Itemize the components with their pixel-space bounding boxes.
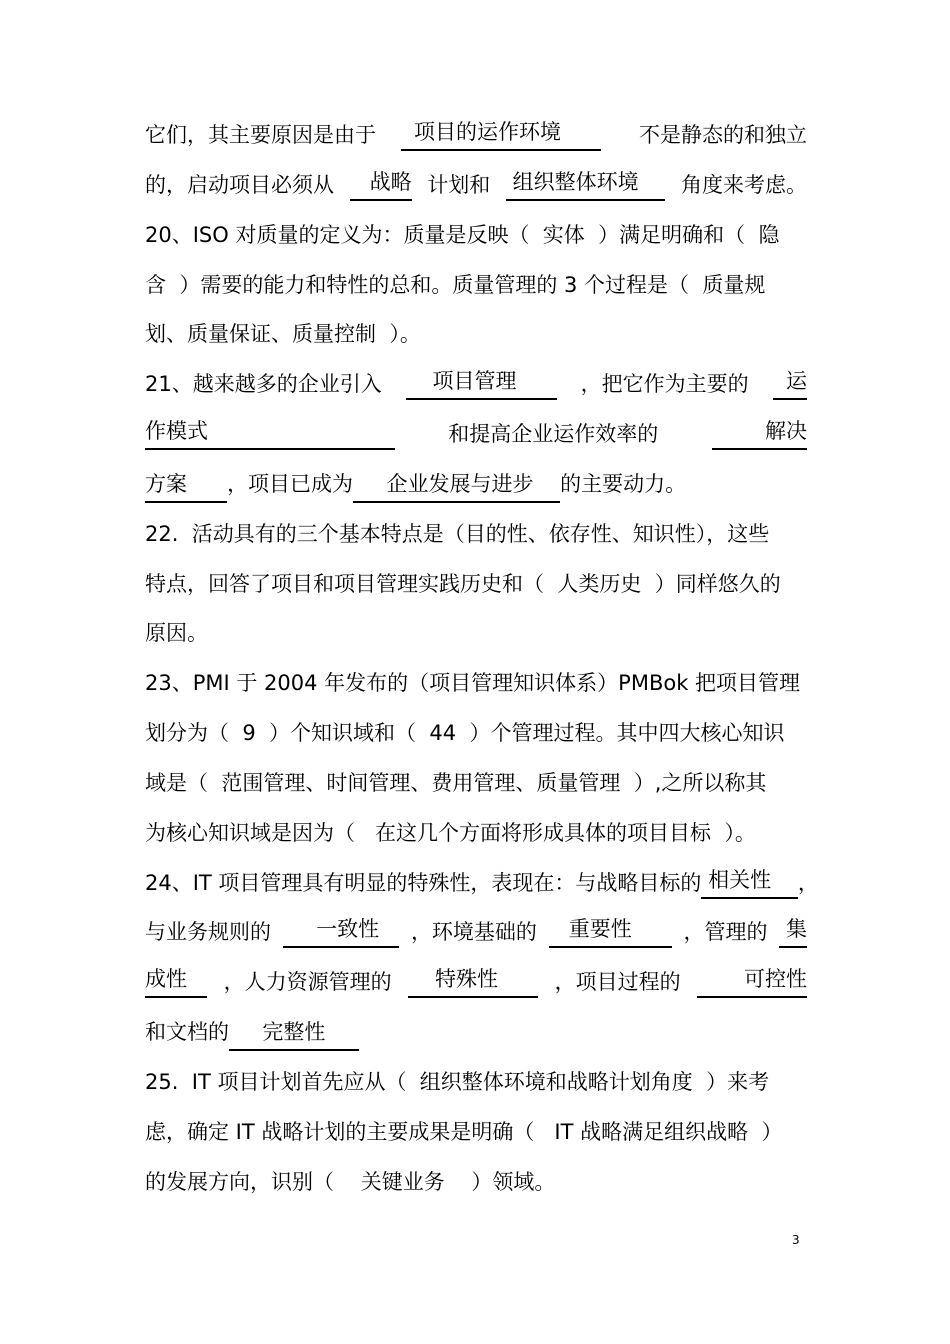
text-line xyxy=(145,912,807,952)
underlined-answer: 项目的运作环境 xyxy=(401,115,601,151)
text-segment: 与业务规则的 xyxy=(145,920,271,944)
text-line xyxy=(145,763,807,803)
underlined-answer: 可控性 xyxy=(697,962,807,998)
text-segment: ，项目已成为 xyxy=(227,472,354,496)
text-segment: 虑，确定 IT 战略计划的主要成果是明确（ IT 战略满足组织战略 ） xyxy=(145,1120,783,1144)
text-segment: 不是静态的和独立 xyxy=(625,123,807,147)
text-line xyxy=(145,613,807,653)
text-line xyxy=(145,663,807,703)
text-line xyxy=(145,1012,807,1052)
underlined-answer: 特殊性 xyxy=(408,962,538,998)
text-segment: ， xyxy=(797,871,819,895)
text-segment: 20、ISO 对质量的定义为：质量是反映（ 实体 ）满足明确和（ 隐 xyxy=(145,223,780,247)
text-line xyxy=(145,464,807,504)
text-segment: 的主要动力。 xyxy=(560,472,687,496)
text-line xyxy=(145,514,807,554)
text-segment: ，环境基础的 xyxy=(410,920,537,944)
underlined-answer: 方案 xyxy=(145,467,227,503)
text-segment: ，把它作为主要的 xyxy=(580,372,749,396)
text-segment: 的发展方向，识别（ 关键业务 ）领域。 xyxy=(145,1170,556,1194)
text-line xyxy=(145,115,807,155)
text-segment: 21、越来越多的企业引入 xyxy=(145,372,382,396)
text-line xyxy=(145,863,819,903)
text-segment: 原因。 xyxy=(145,621,208,645)
underlined-answer: 战略 xyxy=(350,165,412,201)
text-segment: 特点，回答了项目和项目管理实践历史和（ 人类历史 ）同样悠久的 xyxy=(145,572,781,596)
page-number: 3 xyxy=(792,1233,800,1247)
text-line xyxy=(145,414,807,454)
text-line xyxy=(145,165,807,205)
underlined-answer: 解决 xyxy=(712,414,807,450)
text-line xyxy=(145,813,807,853)
text-segment: 22. 活动具有的三个基本特点是（目的性、依存性、知识性），这些 xyxy=(145,522,770,546)
text-segment: 划、质量保证、质量控制 ）。 xyxy=(145,322,421,346)
text-segment: 域是（ 范围管理、时间管理、费用管理、质量管理 ）,之所以称其 xyxy=(145,771,767,795)
text-segment: 24、IT 项目管理具有明显的特殊性，表现在：与战略目标的 xyxy=(145,871,702,895)
text-line xyxy=(145,314,807,354)
underlined-answer: 成性 xyxy=(145,962,207,998)
underlined-answer: 完整性 xyxy=(229,1015,359,1051)
text-line xyxy=(145,1112,807,1152)
text-line xyxy=(145,215,807,255)
text-segment: 为核心知识域是因为（ 在这几个方面将形成具体的项目目标 ）。 xyxy=(145,821,756,845)
underlined-answer: 相关性 xyxy=(701,863,797,899)
text-segment: ，项目过程的 xyxy=(554,970,681,994)
text-line xyxy=(145,564,807,604)
text-line xyxy=(145,1162,807,1202)
text-segment: 和提高企业运作效率的 xyxy=(448,422,659,446)
underlined-answer: 企业发展与进步 xyxy=(353,467,560,503)
text-segment: 角度来考虑。 xyxy=(680,173,807,197)
text-line xyxy=(145,962,807,1002)
text-segment: 25. IT 项目计划首先应从（ 组织整体环境和战略计划角度 ）来考 xyxy=(145,1070,770,1094)
text-segment: 和文档的 xyxy=(145,1020,229,1044)
underlined-answer: 重要性 xyxy=(549,912,672,948)
text-line xyxy=(145,364,807,404)
underlined-answer: 一致性 xyxy=(283,912,399,948)
underlined-answer: 作模式 xyxy=(145,414,395,450)
text-segment: 23、PMI 于 2004 年发布的（项目管理知识体系）PMBok 把项目管理 xyxy=(145,671,801,695)
text-segment: 计划和 xyxy=(427,173,491,197)
text-line xyxy=(145,1062,807,1102)
text-segment: ，管理的 xyxy=(683,920,768,944)
text-line xyxy=(145,265,807,305)
text-segment: 它们，其主要原因是由于 xyxy=(145,123,376,147)
text-line xyxy=(145,713,807,753)
underlined-answer: 运 xyxy=(773,364,807,400)
text-segment: ，人力资源管理的 xyxy=(223,970,392,994)
underlined-answer: 集 xyxy=(779,912,807,948)
text-segment: 含 ）需要的能力和特性的总和。质量管理的 3 个过程是（ 质量规 xyxy=(145,273,766,297)
text-segment: 的，启动项目必须从 xyxy=(145,173,334,197)
text-segment: 划分为（ 9 ）个知识域和（ 44 ）个管理过程。其中四大核心知识 xyxy=(145,721,785,745)
underlined-answer: 项目管理 xyxy=(406,364,557,400)
underlined-answer: 组织整体环境 xyxy=(506,165,665,201)
